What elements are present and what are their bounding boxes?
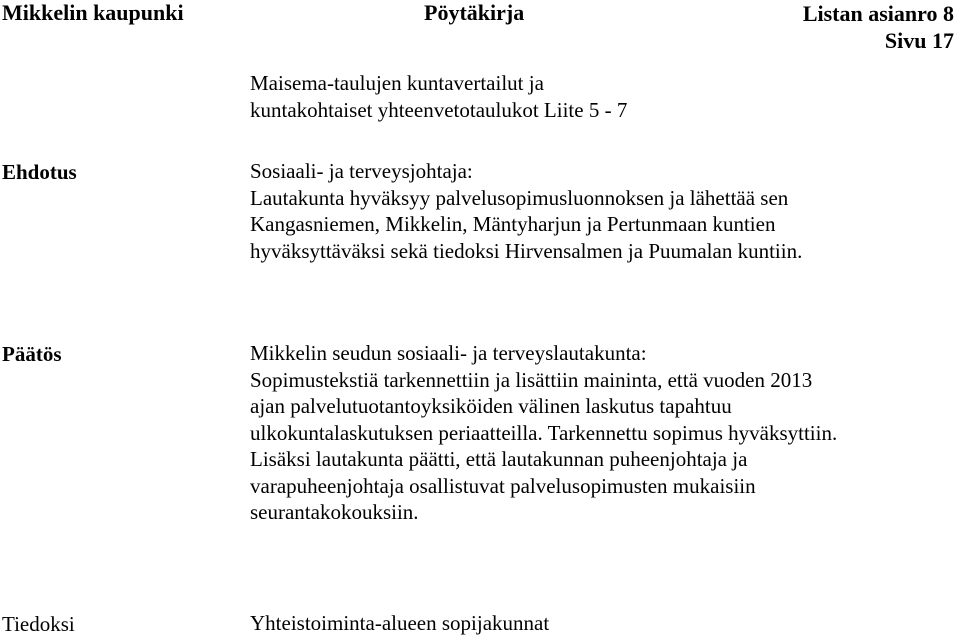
decision-text — [250, 340, 955, 526]
proposal-line: Lautakunta hyväksyy palvelusopimusluonnoksen ja lähettää sen — [250, 185, 789, 210]
page-meta — [803, 0, 954, 54]
page-header — [0, 0, 960, 62]
decision-line: varapuheenjohtaja osallistuvat palvelusopimusten mukaisiin — [250, 473, 756, 498]
proposal-label: Ehdotus — [2, 160, 77, 184]
distribution-label: Tiedoksi — [2, 612, 75, 636]
distribution-text — [250, 610, 955, 637]
page-number: Sivu 17 — [884, 28, 954, 53]
proposal-line: Kangasniemen, Mikkelin, Mäntyharjun ja Pertunmaan kuntien — [250, 212, 776, 236]
decision-line: Mikkelin seudun sosiaali- ja terveyslautakunta: — [250, 341, 647, 365]
proposal-line: hyväksyttäväksi sekä tiedoksi Hirvensalmen ja Puumalan kuntiin. — [250, 238, 803, 263]
decision-line: ulkokuntalaskutuksen periaatteilla. Tarkennettu sopimus hyväksyttiin. — [250, 420, 838, 445]
decision-line: Lisäksi lautakunta päätti, että lautakunnan puheenjohtaja ja — [250, 447, 748, 471]
distribution-line: Yhteistoiminta-alueen sopijakunnat — [250, 611, 550, 635]
attachments-line: Maisema-taulujen kuntavertailut ja — [250, 71, 544, 95]
decision-line: Sopimustekstiä tarkennettiin ja lisättiin maininta, että vuoden 2013 — [250, 367, 813, 392]
attachments-line: kuntakohtaiset yhteenvetotaulukot Liite 5 - 7 — [250, 97, 628, 122]
attachments-text — [250, 70, 955, 123]
proposal-line: Sosiaali- ja terveysjohtaja: — [250, 159, 473, 183]
organization-name: Mikkelin kaupunki — [2, 0, 184, 25]
item-number: Listan asianro 8 — [802, 1, 954, 26]
decision-line: ajan palvelutuotantoyksiköiden välinen laskutus tapahtuu — [250, 394, 732, 418]
decision-label: Päätös — [2, 342, 62, 366]
proposal-text — [250, 158, 955, 264]
decision-line: seurantakokouksiin. — [250, 500, 419, 524]
document-type: Pöytäkirja — [424, 0, 525, 25]
